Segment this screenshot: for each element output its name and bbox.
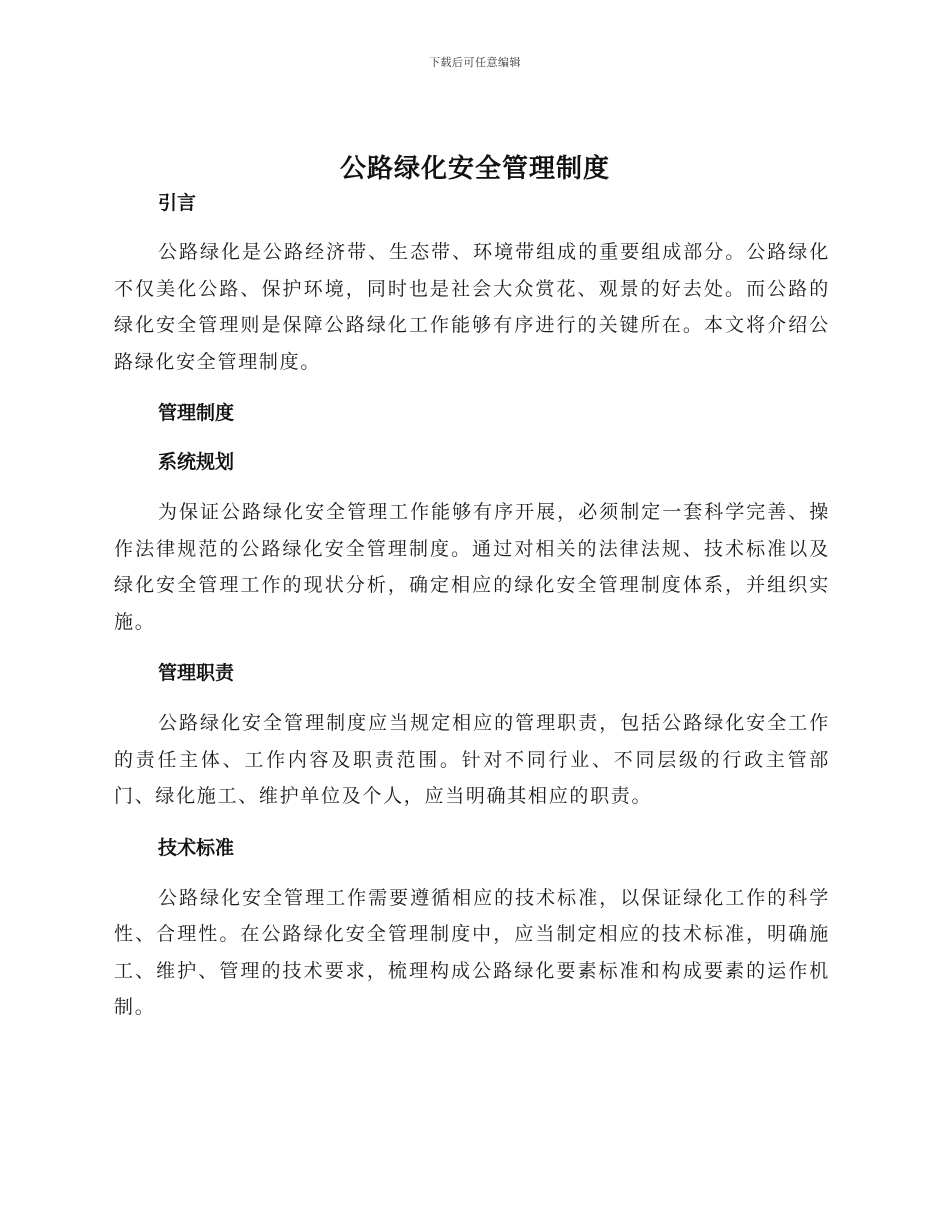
section-paragraph-technical-standards: 公路绿化安全管理工作需要遵循相应的技术标准，以保证绿化工作的科学性、合理性。在公路绿化安全管理制度中，应当制定相应的技术标准，明确施工、维护、管理的技术要求，梳理构成公路绿化要素标准和构成要素的运作机制。	[114, 886, 830, 1018]
section-heading-intro: 引言	[158, 192, 197, 214]
section-paragraph-management-duties: 公路绿化安全管理制度应当规定相应的管理职责，包括公路绿化安全工作的责任主体、工作内容及职责范围。针对不同行业、不同层级的行政主管部门、绿化施工、维护单位及个人，应当明确其相应的职责。	[114, 712, 830, 807]
document-title: 公路绿化安全管理制度	[339, 154, 610, 184]
section-heading-management-system: 管理制度	[158, 402, 235, 424]
header-note: 下载后可任意编辑	[429, 56, 521, 69]
section-paragraph-system-planning: 为保证公路绿化安全管理工作能够有序开展，必须制定一套科学完善、操作法律规范的公路绿化安全管理制度。通过对相关的法律法规、技术标准以及绿化安全管理工作的现状分析，确定相应的绿化安全管理制度体系，并组织实施。	[114, 501, 830, 633]
section-heading-technical-standards: 技术标准	[158, 836, 235, 859]
section-heading-management-duties: 管理职责	[158, 662, 235, 684]
section-heading-system-planning: 系统规划	[158, 451, 235, 473]
document-body	[114, 186, 830, 1026]
section-paragraph-intro: 公路绿化是公路经济带、生态带、环境带组成的重要组成部分。公路绿化不仅美化公路、保护环境，同时也是社会大众赏花、观景的好去处。而公路的绿化安全管理则是保障公路绿化工作能够有序进行的关键所在。本文将介绍公路绿化安全管理制度。	[114, 241, 830, 373]
